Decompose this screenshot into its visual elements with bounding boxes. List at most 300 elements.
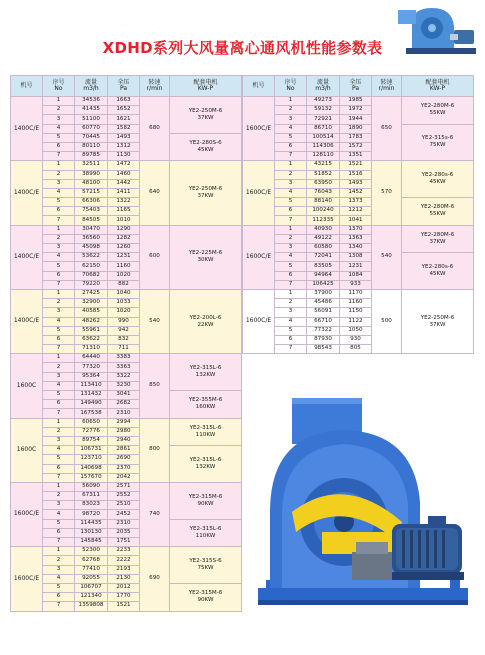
no-cell: 5 [43, 198, 75, 207]
motor-line: YE2-200L-6 [189, 314, 222, 321]
flow-cell: 51852 [307, 170, 340, 179]
pressure-cell: 3041 [108, 391, 140, 400]
model-cell: 1600C/E [11, 547, 43, 611]
no-cell: 3 [43, 244, 75, 253]
speed-cell: 800 [140, 418, 170, 482]
pressure-cell: 1751 [108, 538, 140, 547]
pressure-cell: 1170 [340, 289, 372, 298]
pressure-cell: 2980 [108, 427, 140, 436]
flow-cell: 66710 [307, 317, 340, 326]
no-cell: 1 [275, 225, 307, 234]
pressure-cell: 2690 [108, 455, 140, 464]
flow-cell: 71310 [75, 345, 108, 354]
motor-line: 132KW [195, 372, 216, 379]
table-row [11, 547, 242, 556]
no-cell: 6 [275, 271, 307, 280]
pressure-cell: 1411 [108, 188, 140, 197]
no-cell: 6 [43, 400, 75, 409]
speed-cell: 640 [140, 161, 170, 225]
pressure-cell: 930 [340, 335, 372, 344]
motor-line: 37KW [197, 192, 214, 199]
pressure-cell: 1308 [340, 253, 372, 262]
table-row [243, 97, 474, 106]
pressure-cell: 1020 [108, 271, 140, 280]
flow-cell: 62150 [75, 262, 108, 271]
pressure-cell: 1122 [340, 317, 372, 326]
fan-small-illustration [398, 4, 480, 62]
flow-cell: 114306 [307, 142, 340, 151]
pressure-cell: 1621 [108, 115, 140, 124]
table-row [11, 97, 242, 106]
flow-cell: 60770 [75, 124, 108, 133]
header-pressure: 全压 Pa [340, 76, 372, 97]
pressure-cell: 1050 [340, 326, 372, 335]
no-cell: 6 [43, 593, 75, 602]
no-cell: 1 [43, 289, 75, 298]
pressure-cell: 1231 [108, 253, 140, 262]
flow-cell: 128110 [307, 152, 340, 161]
motor-line: 160KW [195, 404, 216, 411]
model-cell: 1600C/E [11, 482, 43, 546]
table-header-row [11, 76, 242, 97]
pressure-cell: 1160 [340, 299, 372, 308]
speed-cell: 570 [372, 161, 402, 225]
model-cell: 1600C [11, 354, 43, 418]
flow-cell: 48100 [75, 179, 108, 188]
no-cell: 1 [275, 161, 307, 170]
flow-cell: 30470 [75, 225, 108, 234]
no-cell: 1 [43, 482, 75, 491]
no-cell: 2 [43, 427, 75, 436]
motor-line: YE2-315L-6 [189, 424, 222, 431]
no-cell: 1 [43, 97, 75, 106]
motor-line: YE2-280s-6 [421, 264, 454, 271]
flow-cell: 72921 [307, 115, 340, 124]
motor-line: YE2-315M-6 [188, 590, 223, 597]
no-cell: 2 [43, 106, 75, 115]
flow-cell: 60650 [75, 418, 108, 427]
flow-cell: 37900 [307, 289, 340, 298]
flow-cell: 63622 [75, 335, 108, 344]
pressure-cell: 3230 [108, 381, 140, 390]
motor-line: 75KW [429, 142, 446, 149]
pressure-cell: 1165 [108, 207, 140, 216]
motor-line: 37KW [429, 238, 446, 245]
no-cell: 4 [43, 381, 75, 390]
motor-cell [170, 391, 242, 419]
motor-line: 90KW [197, 500, 214, 507]
flow-cell: 55961 [75, 326, 108, 335]
flow-cell: 51100 [75, 115, 108, 124]
pressure-cell: 2042 [108, 473, 140, 482]
table-row [243, 289, 474, 298]
no-cell: 1 [275, 289, 307, 298]
motor-line: 45KW [197, 147, 214, 154]
pressure-cell: 1652 [108, 106, 140, 115]
no-cell: 5 [43, 583, 75, 592]
no-cell: 6 [43, 142, 75, 151]
flow-cell: 89754 [75, 436, 108, 445]
pressure-cell: 2222 [108, 556, 140, 565]
pressure-cell: 3383 [108, 354, 140, 363]
performance-table-left [10, 75, 242, 612]
pressure-cell: 1160 [108, 262, 140, 271]
flow-cell: 123710 [75, 455, 108, 464]
table-row [243, 161, 474, 170]
header-speed: 转速 r/min [140, 76, 170, 97]
table-row [11, 519, 242, 528]
no-cell: 2 [275, 170, 307, 179]
table-row [11, 161, 242, 170]
no-cell: 2 [43, 170, 75, 179]
motor-cell [402, 161, 474, 198]
motor-line: YE2-315S-6 [189, 558, 222, 565]
table-row [11, 446, 242, 455]
motor-line: 45KW [429, 179, 446, 186]
pressure-cell: 1442 [108, 179, 140, 188]
no-cell: 2 [43, 234, 75, 243]
pressure-cell: 1944 [340, 115, 372, 124]
pressure-cell: 1521 [108, 602, 140, 611]
flow-cell: 98720 [75, 510, 108, 519]
no-cell: 4 [43, 188, 75, 197]
motor-cell [170, 446, 242, 483]
header-flow: 流量 m3/h [75, 76, 108, 97]
header-motor: 配套电机 KW-P [402, 76, 474, 97]
no-cell: 5 [43, 262, 75, 271]
pressure-cell: 1770 [108, 593, 140, 602]
flow-cell: 112335 [307, 216, 340, 225]
flow-cell: 32900 [75, 299, 108, 308]
speed-cell: 850 [140, 354, 170, 418]
flow-cell: 34536 [75, 97, 108, 106]
no-cell: 1 [275, 97, 307, 106]
motor-cell [402, 253, 474, 290]
flow-cell: 149490 [75, 400, 108, 409]
motor-line: 110KW [195, 431, 216, 438]
motor-cell [402, 198, 474, 226]
no-cell: 5 [275, 133, 307, 142]
no-cell: 3 [43, 179, 75, 188]
pressure-cell: 1322 [108, 198, 140, 207]
motor-line: YE2-315L-6 [189, 365, 222, 372]
motor-cell [402, 97, 474, 125]
model-cell: 1600C/E [243, 97, 275, 161]
table-row [11, 133, 242, 142]
flow-cell: 36560 [75, 234, 108, 243]
flow-cell: 72776 [75, 427, 108, 436]
header-model: 机号 [243, 76, 275, 97]
table-row [11, 583, 242, 592]
pressure-cell: 1472 [108, 161, 140, 170]
pressure-cell: 2012 [108, 583, 140, 592]
pressure-cell: 2193 [108, 565, 140, 574]
pressure-cell: 942 [108, 326, 140, 335]
flow-cell: 62768 [75, 556, 108, 565]
pressure-cell: 2861 [108, 446, 140, 455]
pressure-cell: 1040 [108, 289, 140, 298]
motor-line: 37KW [429, 321, 446, 328]
model-cell: 1400C/E [11, 97, 43, 161]
no-cell: 2 [43, 492, 75, 501]
flow-cell: 49273 [307, 97, 340, 106]
table-row [11, 225, 242, 234]
no-cell: 3 [43, 308, 75, 317]
header-speed: 转速 r/min [372, 76, 402, 97]
pressure-cell: 1363 [340, 234, 372, 243]
pressure-cell: 1351 [340, 152, 372, 161]
motor-line: 30KW [197, 257, 214, 264]
pressure-cell: 2552 [108, 492, 140, 501]
motor-line: 37KW [197, 114, 214, 121]
flow-cell: 79220 [75, 280, 108, 289]
pressure-cell: 1985 [340, 97, 372, 106]
table-row [243, 253, 474, 262]
no-cell: 7 [43, 345, 75, 354]
pressure-cell: 1373 [340, 198, 372, 207]
pressure-cell: 1282 [108, 234, 140, 243]
no-cell: 4 [275, 124, 307, 133]
flow-cell: 77320 [75, 363, 108, 372]
header-flow: 流量 m3/h [307, 76, 340, 97]
motor-line: 132KW [195, 464, 216, 470]
no-cell: 4 [43, 510, 75, 519]
flow-cell: 89785 [75, 152, 108, 161]
pressure-cell: 1150 [340, 308, 372, 317]
flow-cell: 83505 [307, 262, 340, 271]
flow-cell: 77410 [75, 565, 108, 574]
table-row [11, 391, 242, 400]
no-cell: 7 [275, 152, 307, 161]
flow-cell: 1359808 [75, 602, 108, 611]
no-cell: 6 [43, 464, 75, 473]
flow-cell: 157670 [75, 473, 108, 482]
no-cell: 4 [43, 317, 75, 326]
motor-line: YE2-280M-6 [420, 231, 455, 238]
flow-cell: 88140 [307, 198, 340, 207]
flow-cell: 167538 [75, 409, 108, 418]
header-pressure: 全压 Pa [108, 76, 140, 97]
flow-cell: 106731 [75, 446, 108, 455]
no-cell: 3 [43, 115, 75, 124]
flow-cell: 63950 [307, 179, 340, 188]
flow-cell: 66306 [75, 198, 108, 207]
pressure-cell: 3363 [108, 363, 140, 372]
motor-line: YE2-355M-6 [188, 397, 223, 404]
pressure-cell: 2310 [108, 409, 140, 418]
no-cell: 3 [43, 501, 75, 510]
no-cell: 7 [43, 473, 75, 482]
no-cell: 3 [275, 179, 307, 188]
pressure-cell: 1212 [340, 207, 372, 216]
flow-cell: 100514 [307, 133, 340, 142]
no-cell: 2 [43, 556, 75, 565]
no-cell: 3 [275, 308, 307, 317]
no-cell: 2 [43, 363, 75, 372]
performance-table-right [242, 75, 474, 354]
flow-cell: 83023 [75, 501, 108, 510]
motor-line: YE2-280S-6 [189, 140, 222, 147]
table-row [243, 198, 474, 207]
pressure-cell: 1084 [340, 271, 372, 280]
no-cell: 2 [275, 106, 307, 115]
pressure-cell: 933 [340, 280, 372, 289]
pressure-cell: 2310 [108, 519, 140, 528]
no-cell: 7 [43, 152, 75, 161]
motor-cell [402, 124, 474, 161]
model-cell: 1600C/E [243, 289, 275, 353]
pressure-cell: 1663 [108, 97, 140, 106]
flow-cell: 45098 [75, 244, 108, 253]
pressure-cell: 2233 [108, 547, 140, 556]
no-cell: 5 [43, 326, 75, 335]
speed-cell: 690 [140, 547, 170, 611]
no-cell: 3 [43, 436, 75, 445]
flow-cell: 32511 [75, 161, 108, 170]
flow-cell: 60580 [307, 244, 340, 253]
flow-cell: 131432 [75, 391, 108, 400]
pressure-cell: 2940 [108, 436, 140, 445]
flow-cell: 106707 [75, 583, 108, 592]
flow-cell: 140698 [75, 464, 108, 473]
no-cell: 7 [275, 280, 307, 289]
no-cell: 6 [43, 271, 75, 280]
no-cell: 7 [43, 280, 75, 289]
no-cell: 6 [43, 335, 75, 344]
motor-line: 55KW [429, 211, 446, 218]
pressure-cell: 1370 [340, 225, 372, 234]
pressure-cell: 832 [108, 335, 140, 344]
flow-cell: 38990 [75, 170, 108, 179]
pressure-cell: 2452 [108, 510, 140, 519]
fan-large-illustration [252, 392, 478, 620]
flow-cell: 86710 [307, 124, 340, 133]
page-title: XDHD系列大风量离心通风机性能参数表 [102, 39, 383, 57]
motor-line: YE2-250M-6 [188, 107, 223, 114]
pressure-cell: 1521 [340, 161, 372, 170]
motor-cell [170, 547, 242, 584]
flow-cell: 40930 [307, 225, 340, 234]
flow-cell: 98543 [307, 345, 340, 354]
flow-cell: 92055 [75, 574, 108, 583]
flow-cell: 40585 [75, 308, 108, 317]
flow-cell: 52300 [75, 547, 108, 556]
motor-cell [170, 97, 242, 134]
flow-cell: 56090 [75, 482, 108, 491]
header-model: 机号 [11, 76, 43, 97]
model-cell: 1400C/E [11, 225, 43, 289]
pressure-cell: 1582 [108, 124, 140, 133]
flow-cell: 41435 [75, 106, 108, 115]
pressure-cell: 1041 [340, 216, 372, 225]
flow-cell: 76043 [307, 188, 340, 197]
pressure-cell: 1972 [340, 106, 372, 115]
no-cell: 5 [43, 133, 75, 142]
motor-cell [170, 482, 242, 519]
no-cell: 4 [275, 317, 307, 326]
flow-cell: 57215 [75, 188, 108, 197]
pressure-cell: 2130 [108, 574, 140, 583]
no-cell: 7 [275, 345, 307, 354]
pressure-cell: 1312 [108, 142, 140, 151]
flow-cell: 95364 [75, 372, 108, 381]
no-cell: 1 [43, 161, 75, 170]
flow-cell: 84505 [75, 216, 108, 225]
pressure-cell: 1260 [108, 244, 140, 253]
no-cell: 6 [275, 335, 307, 344]
table-row [11, 289, 242, 298]
model-cell: 1400C/E [11, 289, 43, 353]
motor-cell [402, 225, 474, 253]
flow-cell: 100240 [307, 207, 340, 216]
flow-cell: 59132 [307, 106, 340, 115]
pressure-cell: 990 [108, 317, 140, 326]
flow-cell: 145845 [75, 538, 108, 547]
header-no: 序号 No [275, 76, 307, 97]
motor-cell [170, 133, 242, 161]
no-cell: 7 [43, 602, 75, 611]
flow-cell: 77322 [307, 326, 340, 335]
flow-cell: 49122 [307, 234, 340, 243]
pressure-cell: 1516 [340, 170, 372, 179]
table-row [11, 418, 242, 427]
flow-cell: 121340 [75, 593, 108, 602]
header-no: 序号 No [43, 76, 75, 97]
speed-cell: 500 [372, 289, 402, 353]
motor-line: YE2-280s-6 [421, 172, 454, 179]
motor-line: YE2-315M-6 [188, 493, 223, 500]
motor-line: YE2-280M-6 [420, 204, 455, 211]
motor-line: 22KW [197, 321, 214, 328]
table-row [11, 482, 242, 491]
no-cell: 1 [43, 418, 75, 427]
no-cell: 3 [275, 244, 307, 253]
pressure-cell: 1493 [340, 179, 372, 188]
flow-cell: 113410 [75, 381, 108, 390]
pressure-cell: 1460 [108, 170, 140, 179]
flow-cell: 87930 [307, 335, 340, 344]
motor-cell [402, 289, 474, 353]
pressure-cell: 711 [108, 345, 140, 354]
model-cell: 1600C/E [243, 161, 275, 225]
no-cell: 7 [43, 538, 75, 547]
flow-cell: 70682 [75, 271, 108, 280]
no-cell: 5 [275, 326, 307, 335]
no-cell: 4 [43, 446, 75, 455]
flow-cell: 106425 [307, 280, 340, 289]
motor-cell [170, 583, 242, 611]
no-cell: 6 [275, 142, 307, 151]
header-motor: 配套电机 KW-P [170, 76, 242, 97]
no-cell: 5 [43, 455, 75, 464]
pressure-cell: 1010 [108, 216, 140, 225]
no-cell: 5 [275, 262, 307, 271]
flow-cell: 43215 [307, 161, 340, 170]
motor-cell [170, 519, 242, 547]
pressure-cell: 2370 [108, 464, 140, 473]
pressure-cell: 2510 [108, 501, 140, 510]
motor-line: 90KW [197, 597, 214, 604]
motor-line: 75KW [197, 565, 214, 572]
motor-line: 110KW [195, 532, 216, 539]
pressure-cell: 1340 [340, 244, 372, 253]
pressure-cell: 1452 [340, 188, 372, 197]
speed-cell: 740 [140, 482, 170, 546]
no-cell: 5 [43, 519, 75, 528]
pressure-cell: 882 [108, 280, 140, 289]
pressure-cell: 1890 [340, 124, 372, 133]
pressure-cell: 1572 [340, 142, 372, 151]
